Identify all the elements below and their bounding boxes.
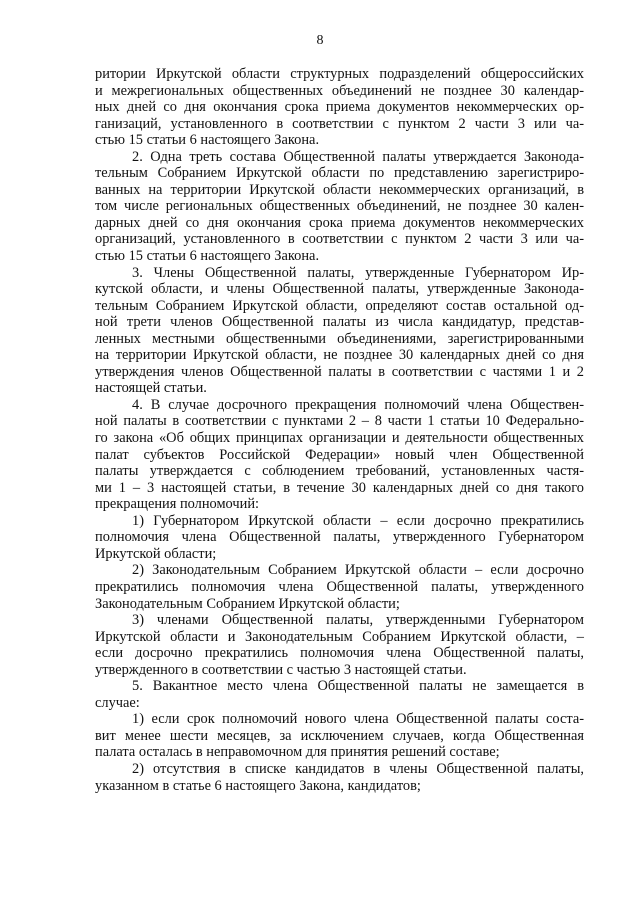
text-line: организаций, установленного в соответствии с пунктом 2 части 3 или ча- <box>95 231 584 248</box>
text-line: ми 1 – 3 настоящей статьи, в течение 30 календарных дней со дня такого <box>95 479 584 496</box>
text-line: полномочия члена Общественной палаты, утвержденного Губернатором <box>95 529 584 546</box>
text-line: вит менее шести месяцев, за исключением случаев, когда Общественная <box>95 727 584 744</box>
text-line: утвержденного в соответствии с частью 3 настоящей статьи. <box>95 661 467 678</box>
text-line: Законодательным Собранием Иркутской области; <box>95 595 400 612</box>
text-line: том числе региональных общественных объединений, не позднее 30 кален- <box>95 198 584 215</box>
text-line: 4. В случае досрочного прекращения полномочий члена Обществен- <box>132 396 584 413</box>
text-line: 2) отсутствия в списке кандидатов в члены Общественной палаты, <box>132 760 584 777</box>
text-line: 3) членами Общественной палаты, утвержденными Губернатором <box>132 612 584 629</box>
text-line: ных дней со дня окончания срока приема документов некоммерческих ор- <box>95 99 584 116</box>
text-line: 5. Вакантное место члена Общественной палаты не замещается в <box>132 678 584 695</box>
text-line: палат субъектов Российской Федерации» новый член Общественной <box>95 446 584 463</box>
text-line: если досрочно прекратились полномочия члена Общественной палаты, <box>95 645 584 662</box>
text-line: палаты утверждается с соблюдением требований, установленных частя- <box>95 463 584 480</box>
text-line: стью 15 статьи 6 настоящего Закона. <box>95 248 320 265</box>
text-line: ленных местными общественными объединениями, зарегистрированными <box>95 330 584 347</box>
text-line: дарных дней со дня окончания срока приема документов некоммерческих <box>95 214 584 231</box>
text-line: Иркутской области; <box>95 545 217 562</box>
text-line: тельным Собранием Иркутской области, определяют состав остальной од- <box>95 297 584 314</box>
text-line: прекратились полномочия члена Общественной палаты, утвержденного <box>95 578 584 595</box>
text-line: 1) Губернатором Иркутской области – если досрочно прекратились <box>132 512 584 529</box>
text-line: ганизаций, установленного в соответствии с пунктом 2 части 3 или ча- <box>95 115 584 132</box>
page-number: 8 <box>316 33 324 48</box>
text-line: ной палаты в соответствии с пунктами 2 – 8 части 1 статьи 10 Федерально- <box>95 413 584 430</box>
text-line: стью 15 статьи 6 настоящего Закона. <box>95 132 320 149</box>
text-line: го закона «Об общих принципах организации и деятельности общественных <box>95 430 584 447</box>
text-line: палата осталась в неправомочном для принятия решений составе; <box>95 744 500 761</box>
text-line: прекращения полномочий: <box>95 496 260 513</box>
document-body <box>95 66 584 794</box>
text-line: ритории Иркутской области структурных подразделений общероссийских <box>95 66 584 82</box>
text-line: 2. Одна треть состава Общественной палаты утверждается Законода- <box>132 148 584 165</box>
text-line: 2) Законодательным Собранием Иркутской области – если досрочно <box>132 562 584 579</box>
text-line: 3. Члены Общественной палаты, утвержденные Губернатором Ир- <box>132 264 584 281</box>
text-line: случае: <box>95 694 140 711</box>
text-line: тельным Собранием Иркутской области по представлению зарегистриро- <box>95 165 584 182</box>
text-line: на территории Иркутской области, не позднее 30 календарных дней со дня <box>95 347 584 364</box>
text-line: настоящей статьи. <box>95 380 207 397</box>
text-line: указанном в статье 6 настоящего Закона, кандидатов; <box>95 777 421 794</box>
text-line: и межрегиональных общественных объединений не позднее 30 календар- <box>95 82 584 99</box>
text-line: ной трети членов Общественной палаты из числа кандидатур, представ- <box>95 314 584 331</box>
text-line: Иркутской области и Законодательным Собранием Иркутской области, – <box>95 628 584 645</box>
text-line: ванных на территории Иркутской области некоммерческих организаций, в <box>95 181 584 198</box>
text-line: кутской области, и члены Общественной палаты, утвержденные Законода- <box>95 281 584 298</box>
text-line: 1) если срок полномочий нового члена Общественной палаты соста- <box>132 711 584 728</box>
text-line: утверждения членов Общественной палаты в соответствии с частями 1 и 2 <box>95 363 584 380</box>
